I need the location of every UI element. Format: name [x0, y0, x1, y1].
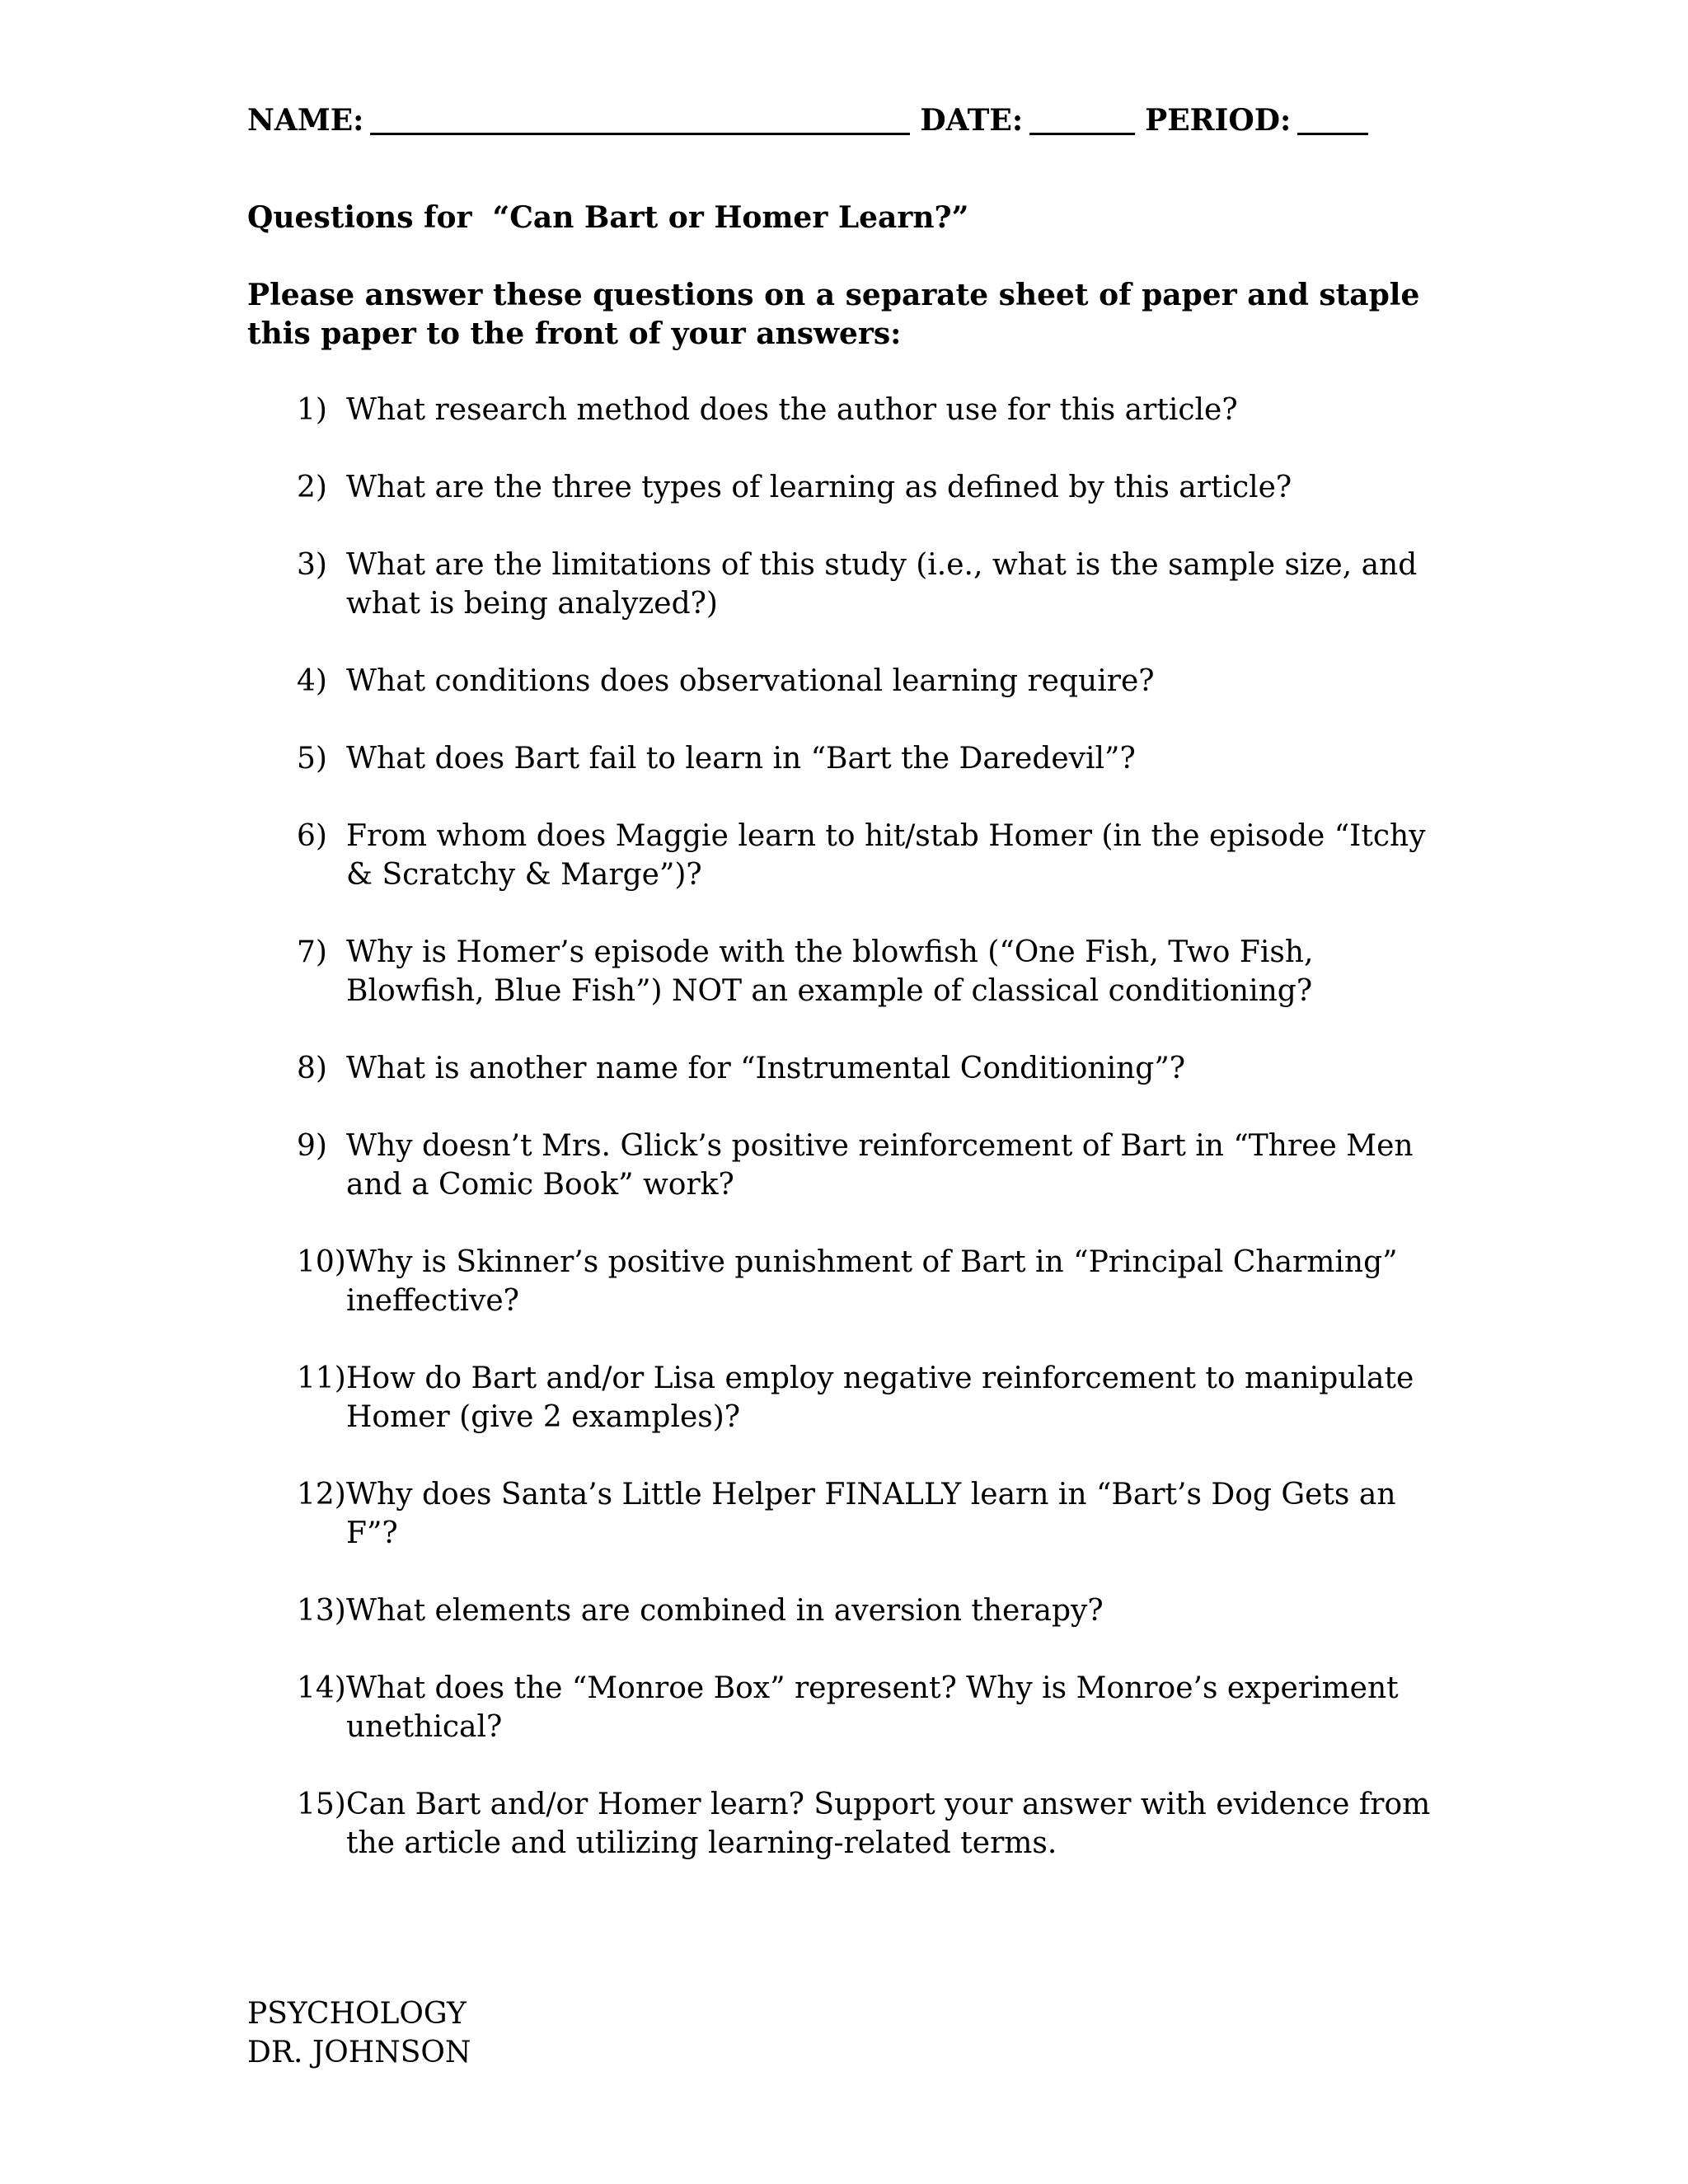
question-text: Can Bart and/or Homer learn? Support your answer with evidence from the article and utilizing learning-related terms. — [346, 1788, 1431, 1860]
question-item — [247, 1127, 1451, 1204]
question-item — [247, 468, 1451, 507]
name-label: NAME: — [247, 103, 364, 138]
question-number: 2) — [297, 471, 327, 504]
question-number: 9) — [297, 1129, 327, 1163]
question-text: How do Bart and/or Lisa employ negative reinforcement to manipulate Homer (give 2 examples)? — [346, 1361, 1414, 1434]
question-text: Why is Skinner’s positive punishment of Bart in “Principal Charming” ineffective? — [346, 1245, 1398, 1318]
question-number: 14) — [297, 1671, 346, 1705]
question-item — [247, 817, 1451, 894]
question-item — [247, 391, 1451, 429]
question-number: 15) — [297, 1788, 346, 1821]
course-name: PSYCHOLOGY — [247, 1997, 467, 2031]
question-number: 12) — [297, 1478, 346, 1511]
question-number: 6) — [297, 819, 327, 853]
question-number: 13) — [297, 1594, 346, 1628]
teacher-name: DR. JOHNSON — [247, 2036, 471, 2069]
question-item — [247, 1475, 1451, 1553]
date-blank-line[interactable] — [1029, 101, 1135, 135]
question-text: What are the three types of learning as defined by this article? — [346, 471, 1292, 504]
question-list — [247, 391, 1451, 1901]
question-number: 10) — [297, 1245, 346, 1279]
question-item — [247, 1359, 1451, 1436]
period-blank-line[interactable] — [1297, 101, 1368, 135]
question-item — [247, 662, 1451, 701]
period-label: PERIOD: — [1145, 103, 1292, 138]
question-text: What does Bart fail to learn in “Bart the Daredevil”? — [346, 742, 1136, 776]
question-number: 4) — [297, 664, 327, 698]
question-item — [247, 1243, 1451, 1320]
question-item — [247, 739, 1451, 778]
question-number: 3) — [297, 548, 327, 582]
question-number: 11) — [297, 1361, 346, 1395]
question-text: What is another name for “Instrumental Conditioning”? — [346, 1052, 1186, 1085]
question-item — [247, 546, 1451, 623]
worksheet-title: Questions for “Can Bart or Homer Learn?” — [247, 200, 969, 235]
student-info-header — [247, 97, 1401, 143]
question-text: From whom does Maggie learn to hit/stab Homer (in the episode “Itchy & Scratchy & Marge”)? — [346, 819, 1426, 892]
question-number: 8) — [297, 1052, 327, 1085]
question-number: 1) — [297, 393, 327, 427]
question-text: What research method does the author use for this article? — [346, 393, 1238, 427]
date-label: DATE: — [920, 103, 1024, 138]
course-footer — [247, 1994, 471, 2072]
question-number: 7) — [297, 935, 327, 969]
question-text: What are the limitations of this study (i.e., what is the sample size, and what is being analyzed?) — [346, 548, 1418, 621]
question-text: Why does Santa’s Little Helper FINALLY learn in “Bart’s Dog Gets an F”? — [346, 1478, 1396, 1550]
question-item — [247, 933, 1451, 1010]
question-text: What conditions does observational learning require? — [346, 664, 1155, 698]
name-blank-line[interactable] — [370, 101, 910, 135]
question-number: 5) — [297, 742, 327, 776]
question-item — [247, 1591, 1451, 1630]
question-text: What does the “Monroe Box” represent? Why is Monroe’s experiment unethical? — [346, 1671, 1399, 1744]
question-item — [247, 1669, 1451, 1746]
question-text: Why is Homer’s episode with the blowfish (“One Fish, Two Fish, Blowfish, Blue Fish”) NOT an example of classical conditioning? — [346, 935, 1314, 1008]
question-item — [247, 1049, 1451, 1088]
question-text: What elements are combined in aversion therapy? — [346, 1594, 1104, 1628]
question-text: Why doesn’t Mrs. Glick’s positive reinforcement of Bart in “Three Men and a Comic Book” work? — [346, 1129, 1414, 1202]
question-item — [247, 1785, 1451, 1863]
instructions-text: Please answer these questions on a separate sheet of paper and staple this paper to the front of your answers: — [247, 278, 1420, 351]
